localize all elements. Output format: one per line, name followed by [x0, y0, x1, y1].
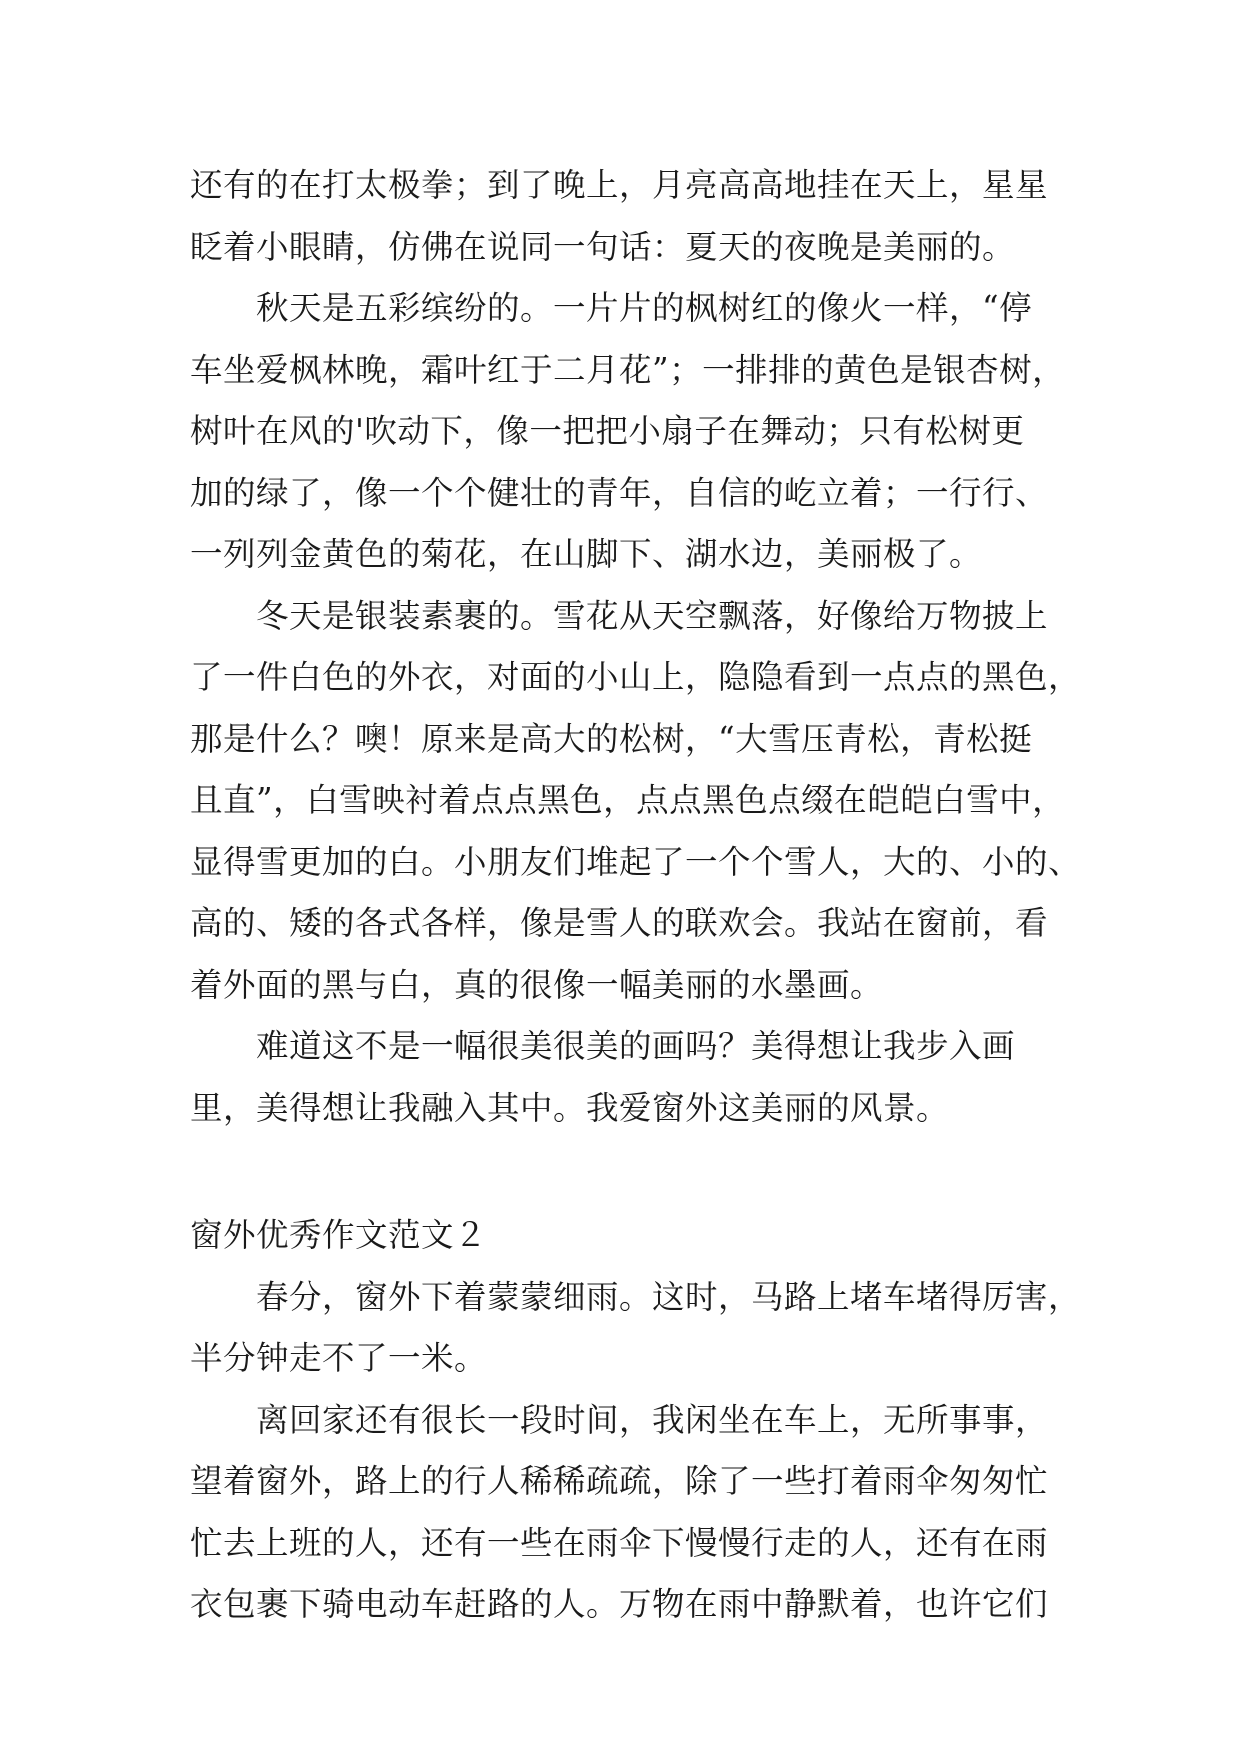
text-line: 秋天是五彩缤纷的。一片片的枫树红的像火一样，“停	[190, 289, 1033, 327]
section-gap	[190, 1139, 1050, 1205]
text-line: 里，美得想让我融入其中。我爱窗外这美丽的风景。	[190, 1088, 950, 1127]
text-line: 车坐爱枫林晚，霜叶红于二月花”；一排排的黄色是银杏树，	[190, 350, 1066, 389]
text-line: 忙去上班的人，还有一些在雨伞下慢慢行走的人，还有在雨	[190, 1523, 1049, 1562]
text-line: 冬天是银装素裹的。雪花从天空飘落，好像给万物披上	[190, 596, 1049, 635]
text-line: 望着窗外，路上的行人稀稀疏疏，除了一些打着雨伞匆匆忙	[190, 1462, 1049, 1500]
text-line: 且直”，白雪映衬着点点黑色，点点黑色点缀在皑皑白雪中，	[190, 781, 1066, 819]
text-line: 半分钟走不了一米。	[190, 1339, 488, 1377]
text-line: 眨着小眼睛，仿佛在说同一句话：夏天的夜晚是美丽的。	[190, 227, 1016, 266]
text-line: 那是什么？噢！原来是高大的松树，“大雪压青松，青松挺	[190, 719, 1033, 758]
section-heading: 窗外优秀作文范文２	[190, 1216, 488, 1254]
text-line: 了一件白色的外衣，对面的小山上，隐隐看到一点点的黑色，	[190, 658, 1082, 696]
text-line: 加的绿了，像一个个健壮的青年，自信的屹立着；一行行、	[190, 473, 1049, 512]
text-line: 还有的在打太极拳；到了晚上，月亮高高地挂在天上，星星	[190, 166, 1049, 204]
text-line: 离回家还有很长一段时间，我闲坐在车上，无所事事，	[190, 1400, 1049, 1439]
text-line: 树叶在风的'吹动下，像一把把小扇子在舞动；只有松树更	[190, 412, 1025, 450]
essay-text	[190, 155, 1082, 1636]
text-line: 春分，窗外下着蒙蒙细雨。这时，马路上堵车堵得厉害，	[190, 1277, 1082, 1316]
text-line: 难道这不是一幅很美很美的画吗？美得想让我步入画	[190, 1027, 1016, 1065]
text-line: 一列列金黄色的菊花，在山脚下、湖水边，美丽极了。	[190, 535, 983, 573]
text-line: 衣包裹下骑电动车赶路的人。万物在雨中静默着，也许它们	[190, 1585, 1049, 1623]
text-line: 着外面的黑与白，真的很像一幅美丽的水墨画。	[190, 965, 884, 1004]
text-line: 显得雪更加的白。小朋友们堆起了一个个雪人，大的、小的、	[190, 842, 1082, 881]
text-line: 高的、矮的各式各样，像是雪人的联欢会。我站在窗前，看	[190, 904, 1049, 942]
